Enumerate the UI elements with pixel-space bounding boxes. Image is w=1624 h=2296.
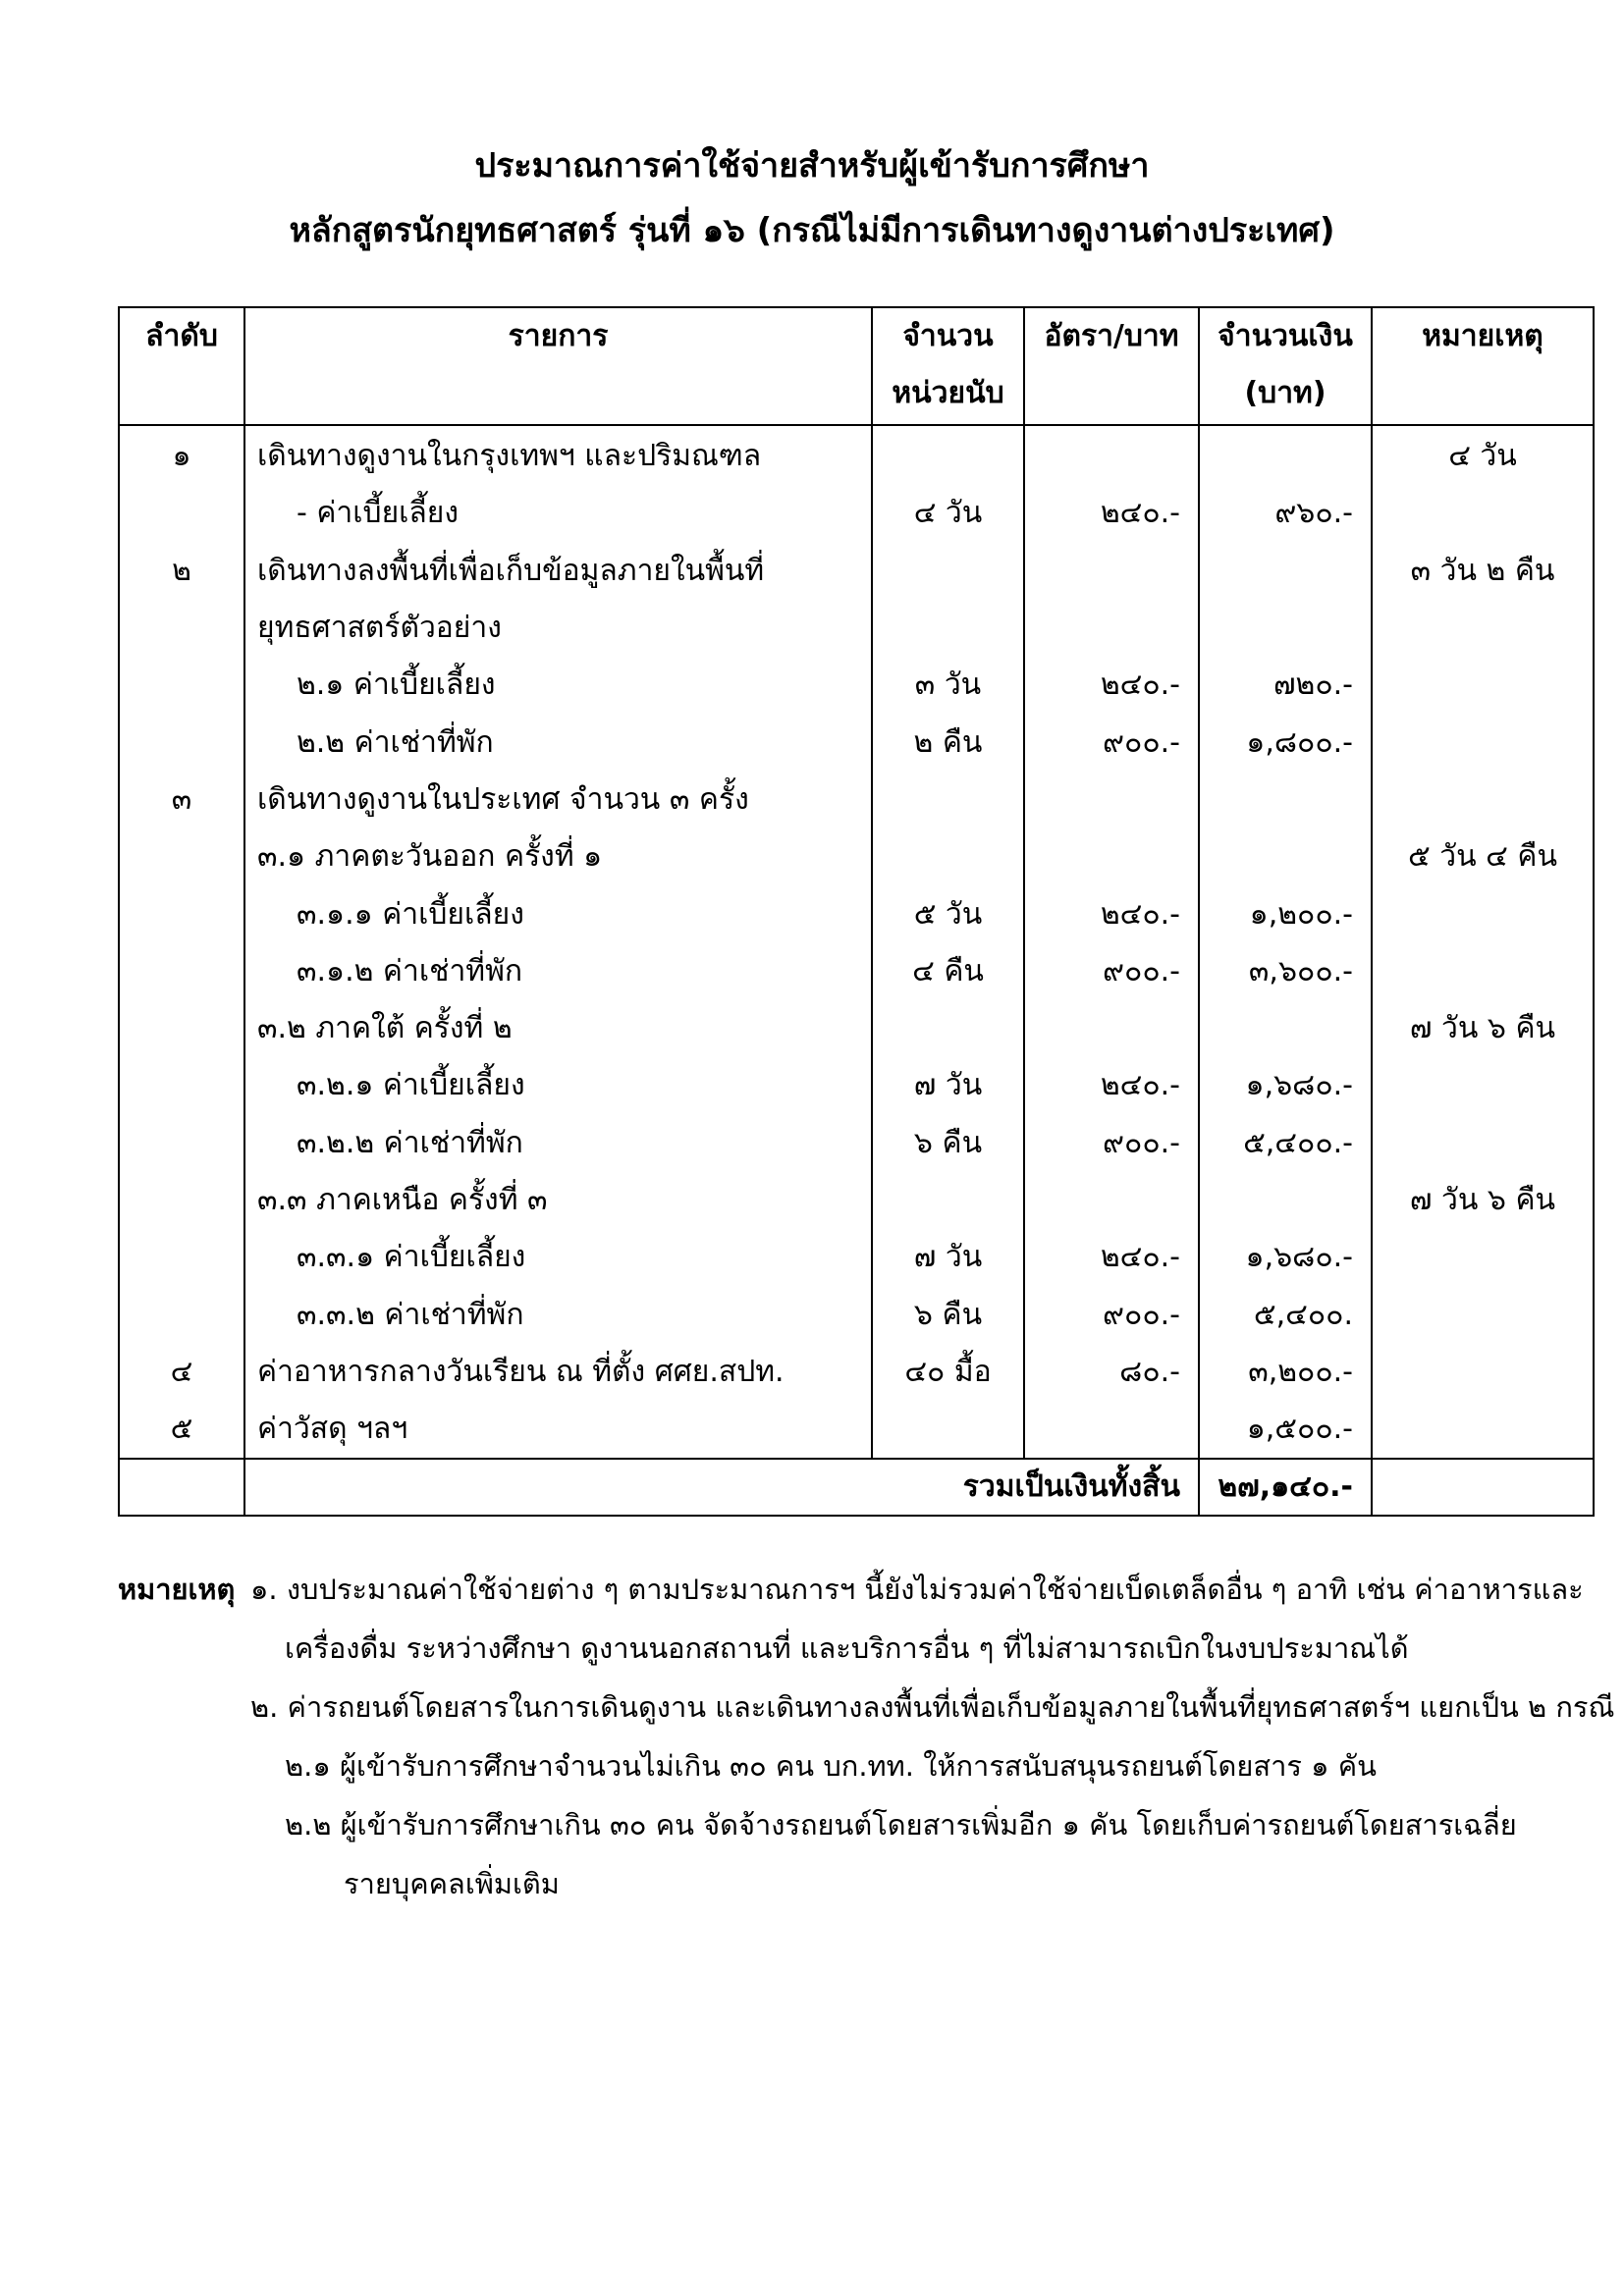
page-title: ประมาณการค่าใช้จ่ายสำหรับผู้เข้ารับการศึกษา (474, 146, 1150, 186)
cell-amount: ๑,๖๘๐.- (1199, 1057, 1372, 1114)
cell-note (1372, 1057, 1594, 1114)
cell-unit (872, 600, 1024, 657)
cell-unit (872, 772, 1024, 828)
cell-note (1372, 1115, 1594, 1172)
cell-note (1372, 714, 1594, 771)
cell-item: เดินทางดูงานในประเทศ จำนวน ๓ ครั้ง (244, 772, 872, 828)
cell-unit: ๗ วัน (872, 1057, 1024, 1114)
cell-note (1372, 485, 1594, 542)
cell-note (1372, 1286, 1594, 1343)
cell-rate: ๒๔๐.- (1024, 657, 1199, 714)
cell-amount: ๑,๘๐๐.- (1199, 714, 1372, 771)
remark-line: ๑. งบประมาณค่าใช้จ่ายต่าง ๆ ตามประมาณการฯ นี้ยังไม่รวมค่าใช้จ่ายเบ็ดเตล็ดอื่น ๆ อาทิ เช่น ค่าอาหารและ (250, 1573, 1584, 1606)
cell-rate: ๙๐๐.- (1024, 1115, 1199, 1172)
cell-rate (1024, 543, 1199, 600)
cell-no (119, 828, 244, 885)
cell-no (119, 1286, 244, 1343)
cell-note (1372, 772, 1594, 828)
cell-unit: ๗ วัน (872, 1229, 1024, 1286)
cell-no (119, 714, 244, 771)
cell-unit: ๖ คืน (872, 1286, 1024, 1343)
cell-item: เดินทางดูงานในกรุงเทพฯ และปริมณฑล (244, 425, 872, 485)
cell-note: ๕ วัน ๔ คืน (1372, 828, 1594, 885)
cell-item: ค่าวัสดุ ฯลฯ (244, 1401, 872, 1459)
cell-item: เดินทางลงพื้นที่เพื่อเก็บข้อมูลภายในพื้นที่ (244, 543, 872, 600)
cell-no: ๔ (119, 1344, 244, 1401)
cell-item: ยุทธศาสตร์ตัวอย่าง (244, 600, 872, 657)
total-note-cell (1372, 1459, 1594, 1516)
cell-note (1372, 1401, 1594, 1459)
cell-amount (1199, 543, 1372, 600)
remark-line: ๒.๒ ผู้เข้ารับการศึกษาเกิน ๓๐ คน จัดจ้างรถยนต์โดยสารเพิ่มอีก ๑ คัน โดยเก็บค่ารถยนต์โดยสารเฉลี่ย (285, 1808, 1517, 1842)
cell-item: ค่าอาหารกลางวันเรียน ณ ที่ตั้ง ศศย.สปท. (244, 1344, 872, 1401)
total-empty-cell (119, 1459, 244, 1516)
header-rate: อัตรา/บาท (1024, 307, 1199, 425)
cell-unit (872, 543, 1024, 600)
cell-rate (1024, 600, 1199, 657)
cell-note (1372, 600, 1594, 657)
cell-rate: ๙๐๐.- (1024, 714, 1199, 771)
cell-unit (872, 1000, 1024, 1057)
remark-line: ๒.๑ ผู้เข้ารับการศึกษาจำนวนไม่เกิน ๓๐ คน บก.ทท. ให้การสนับสนุนรถยนต์โดยสาร ๑ คัน (285, 1749, 1377, 1783)
cell-item: ๓.๑.๑ ค่าเบี้ยเลี้ยง (244, 885, 872, 942)
total-amount: ๒๗,๑๔๐.- (1199, 1459, 1372, 1516)
cell-rate: ๒๔๐.- (1024, 885, 1199, 942)
header-unit: จำนวน หน่วยนับ (872, 307, 1024, 425)
cell-amount: ๙๖๐.- (1199, 485, 1372, 542)
cell-amount: ๓,๒๐๐.- (1199, 1344, 1372, 1401)
table-row (119, 1286, 1594, 1343)
table-row (119, 1115, 1594, 1172)
table-row (119, 828, 1594, 885)
cell-note: ๗ วัน ๖ คืน (1372, 1000, 1594, 1057)
header-item: รายการ (244, 307, 872, 425)
cell-amount: ๕,๔๐๐. (1199, 1286, 1372, 1343)
table-row (119, 657, 1594, 714)
header-amount: จำนวนเงิน (บาท) (1199, 307, 1372, 425)
cell-rate (1024, 1000, 1199, 1057)
cell-no (119, 485, 244, 542)
cell-unit (872, 828, 1024, 885)
cell-item: ๓.๓.๑ ค่าเบี้ยเลี้ยง (244, 1229, 872, 1286)
cell-amount (1199, 1000, 1372, 1057)
table-row (119, 772, 1594, 828)
total-row (119, 1459, 1594, 1516)
table-row (119, 1057, 1594, 1114)
cell-rate (1024, 1172, 1199, 1229)
cell-unit: ๔ วัน (872, 485, 1024, 542)
cell-amount: ๗๒๐.- (1199, 657, 1372, 714)
cell-rate (1024, 1401, 1199, 1459)
cell-item: ๓.๑.๒ ค่าเช่าที่พัก (244, 943, 872, 1000)
cell-no (119, 1057, 244, 1114)
cell-no (119, 885, 244, 942)
cell-no (119, 1172, 244, 1229)
cell-no (119, 1115, 244, 1172)
cell-amount: ๑,๖๘๐.- (1199, 1229, 1372, 1286)
budget-table (118, 306, 1595, 1517)
total-label: รวมเป็นเงินทั้งสิ้น (244, 1459, 1199, 1516)
cell-amount (1199, 772, 1372, 828)
cell-amount (1199, 1172, 1372, 1229)
cell-rate: ๒๔๐.- (1024, 1229, 1199, 1286)
cell-unit: ๒ คืน (872, 714, 1024, 771)
cell-amount: ๑,๕๐๐.- (1199, 1401, 1372, 1459)
table-row (119, 1172, 1594, 1229)
header-no: ลำดับ (119, 307, 244, 425)
table-row (119, 425, 1594, 485)
table-row (119, 1000, 1594, 1057)
remark-line: ๒. ค่ารถยนต์โดยสารในการเดินดูงาน และเดินทางลงพื้นที่เพื่อเก็บข้อมูลภายในพื้นที่ยุทธศาสตร์ฯ แยกเป็น ๒ กรณี (250, 1690, 1615, 1724)
cell-no (119, 600, 244, 657)
table-row (119, 1344, 1594, 1401)
cell-item: ๓.๓ ภาคเหนือ ครั้งที่ ๓ (244, 1172, 872, 1229)
cell-note (1372, 657, 1594, 714)
table-row (119, 885, 1594, 942)
cell-item: ๓.๒ ภาคใต้ ครั้งที่ ๒ (244, 1000, 872, 1057)
cell-amount: ๓,๖๐๐.- (1199, 943, 1372, 1000)
cell-note (1372, 943, 1594, 1000)
cell-rate (1024, 772, 1199, 828)
cell-no: ๓ (119, 772, 244, 828)
cell-no: ๕ (119, 1401, 244, 1459)
remark-line: รายบุคคลเพิ่มเติม (344, 1867, 560, 1900)
cell-item: ๒.๒ ค่าเช่าที่พัก (244, 714, 872, 771)
table-header-row (119, 307, 1594, 425)
cell-rate (1024, 425, 1199, 485)
table-row (119, 1229, 1594, 1286)
cell-rate (1024, 828, 1199, 885)
page-subtitle: หลักสูตรนักยุทธศาสตร์ รุ่นที่ ๑๖ (กรณีไม่มีการเดินทางดูงานต่างประเทศ) (289, 211, 1335, 250)
table-row (119, 600, 1594, 657)
cell-amount: ๑,๒๐๐.- (1199, 885, 1372, 942)
header-note: หมายเหตุ (1372, 307, 1594, 425)
cell-note (1372, 1344, 1594, 1401)
cell-amount (1199, 425, 1372, 485)
cell-item: ๓.๒.๑ ค่าเบี้ยเลี้ยง (244, 1057, 872, 1114)
table-row (119, 1401, 1594, 1459)
cell-rate: ๒๔๐.- (1024, 485, 1199, 542)
cell-note: ๔ วัน (1372, 425, 1594, 485)
cell-rate: ๙๐๐.- (1024, 943, 1199, 1000)
table-row (119, 943, 1594, 1000)
cell-note: ๗ วัน ๖ คืน (1372, 1172, 1594, 1229)
cell-amount (1199, 828, 1372, 885)
cell-no (119, 1229, 244, 1286)
remarks-heading: หมายเหตุ (118, 1573, 236, 1606)
cell-rate: ๒๔๐.- (1024, 1057, 1199, 1114)
cell-unit: ๔ คืน (872, 943, 1024, 1000)
cell-item: - ค่าเบี้ยเลี้ยง (244, 485, 872, 542)
table-row (119, 543, 1594, 600)
cell-amount (1199, 600, 1372, 657)
cell-unit (872, 1401, 1024, 1459)
cell-item: ๓.๓.๒ ค่าเช่าที่พัก (244, 1286, 872, 1343)
cell-unit: ๖ คืน (872, 1115, 1024, 1172)
cell-item: ๓.๑ ภาคตะวันออก ครั้งที่ ๑ (244, 828, 872, 885)
cell-note (1372, 885, 1594, 942)
cell-no (119, 1000, 244, 1057)
cell-no: ๒ (119, 543, 244, 600)
cell-no (119, 943, 244, 1000)
cell-unit (872, 425, 1024, 485)
table-row (119, 485, 1594, 542)
cell-rate: ๙๐๐.- (1024, 1286, 1199, 1343)
cell-item: ๓.๒.๒ ค่าเช่าที่พัก (244, 1115, 872, 1172)
cell-item: ๒.๑ ค่าเบี้ยเลี้ยง (244, 657, 872, 714)
cell-no (119, 657, 244, 714)
table-row (119, 714, 1594, 771)
remark-line: เครื่องดื่ม ระหว่างศึกษา ดูงานนอกสถานที่ และบริการอื่น ๆ ที่ไม่สามารถเบิกในงบประมาณได้ (285, 1631, 1409, 1665)
cell-no: ๑ (119, 425, 244, 485)
cell-rate: ๘๐.- (1024, 1344, 1199, 1401)
cell-note: ๓ วัน ๒ คืน (1372, 543, 1594, 600)
cell-unit: ๕ วัน (872, 885, 1024, 942)
cell-unit: ๔๐ มื้อ (872, 1344, 1024, 1401)
cell-note (1372, 1229, 1594, 1286)
cell-unit: ๓ วัน (872, 657, 1024, 714)
cell-amount: ๕,๔๐๐.- (1199, 1115, 1372, 1172)
cell-unit (872, 1172, 1024, 1229)
